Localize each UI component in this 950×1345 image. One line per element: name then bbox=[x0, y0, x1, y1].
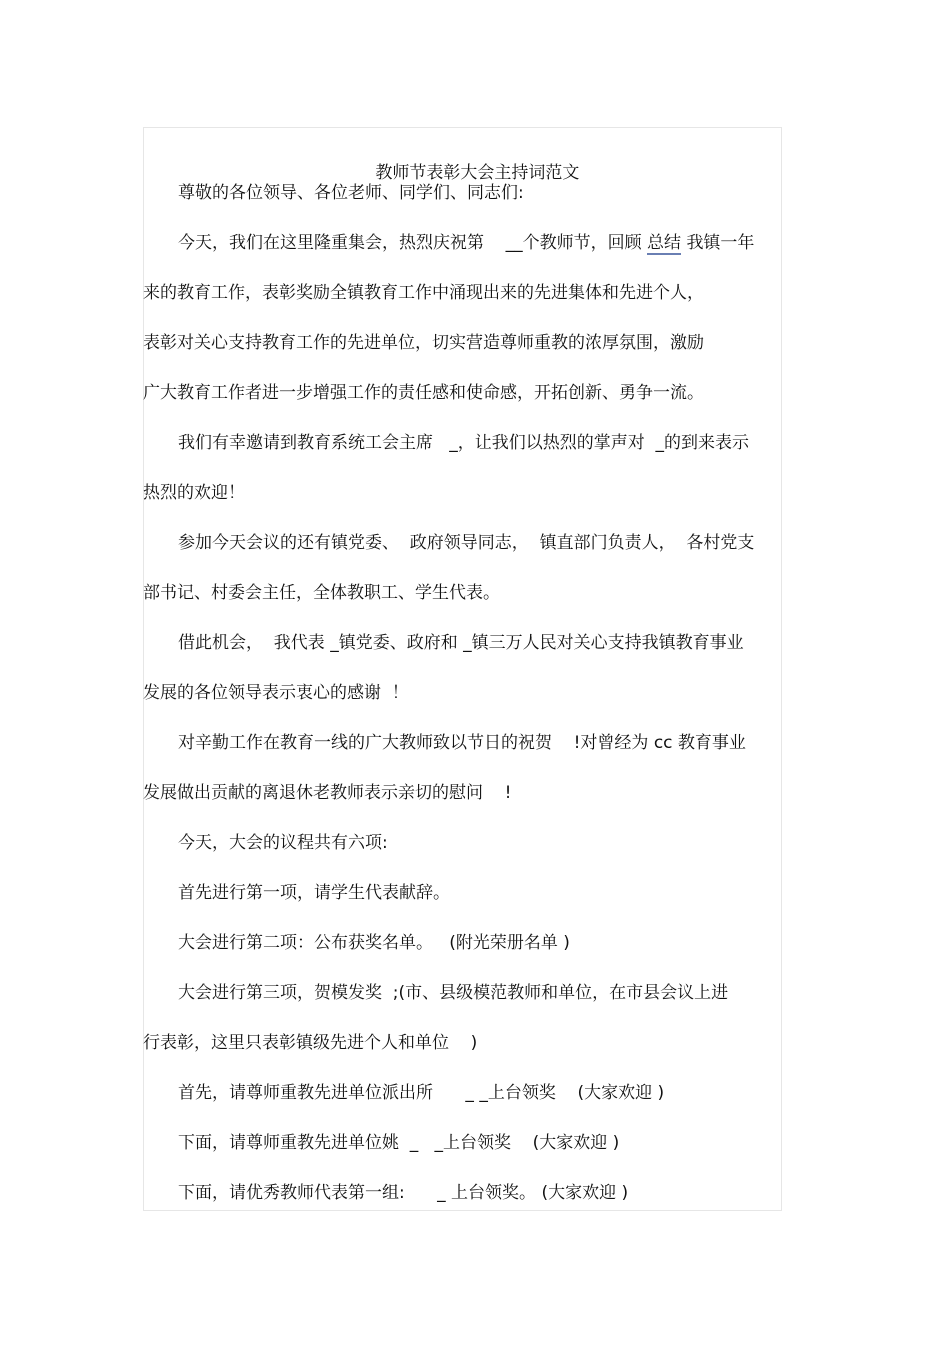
paragraph-line: 发展的各位领导表示衷心的感谢 ！ bbox=[143, 683, 409, 703]
paragraph-line: 下面，请尊师重教先进单位姚 _ _上台领奖 (大家欢迎 ) bbox=[178, 1133, 620, 1153]
title-text: 教师节表彰大会主持词范文 bbox=[375, 163, 580, 183]
paragraph-line bbox=[178, 228, 754, 258]
paragraph-line: 广大教育工作者进一步增强工作的责任感和使命感，开拓创新、勇争一流。 bbox=[143, 383, 704, 403]
paragraph-line: 首先，请尊师重教先进单位派出所 _ _上台领奖 (大家欢迎 ) bbox=[178, 1083, 665, 1103]
paragraph-line: 下面，请优秀教师代表第一组: _ 上台领奖。 (大家欢迎 ) bbox=[178, 1183, 629, 1203]
line-segment: 我镇一年 bbox=[686, 233, 755, 253]
document-title bbox=[0, 128, 950, 183]
paragraph-line: 尊敬的各位领导、各位老师、同学们、同志们: bbox=[178, 183, 524, 203]
paragraph-line: 表彰对关心支持教育工作的先进单位，切实营造尊师重教的浓厚氛围，激励 bbox=[143, 333, 704, 353]
paragraph-line: 行表彰，这里只表彰镇级先进个人和单位 ) bbox=[143, 1033, 478, 1053]
paragraph-line: 热烈的欢迎！ bbox=[143, 483, 245, 503]
paragraph-line: 借此机会， 我代表 _镇党委、政府和 _镇三万人民对关心支持我镇教育事业 bbox=[178, 633, 744, 653]
paragraph-line: 首先进行第一项，请学生代表献辞。 bbox=[178, 883, 450, 903]
underlined-term: 总结 bbox=[647, 233, 682, 253]
line-segment: __个教师节，回顾 bbox=[505, 233, 642, 253]
paragraph-line: 对辛勤工作在教育一线的广大教师致以节日的祝贺 !对曾经为 cc 教育事业 bbox=[178, 733, 746, 753]
paragraph-line: 发展做出贡献的离退休老教师表示亲切的慰问 ! bbox=[143, 783, 512, 803]
paragraph-line: 部书记、村委会主任，全体教职工、学生代表。 bbox=[143, 583, 500, 603]
paragraph-line: 大会进行第二项：公布获奖名单。 (附光荣册名单 ) bbox=[178, 933, 570, 953]
paragraph-line: 大会进行第三项，贺模发奖 ;(市、县级模范教师和单位，在市县会议上进 bbox=[178, 983, 729, 1003]
paragraph-line: 来的教育工作，表彰奖励全镇教育工作中涌现出来的先进集体和先进个人， bbox=[143, 283, 704, 303]
paragraph-line: 参加今天会议的还有镇党委、 政府领导同志， 镇直部门负责人， 各村党支 bbox=[178, 533, 755, 553]
paragraph-line: 今天，大会的议程共有六项: bbox=[178, 833, 388, 853]
paragraph-line: 我们有幸邀请到教育系统工会主席 _，让我们以热烈的掌声对 _的到来表示 bbox=[178, 433, 750, 453]
line-segment: 今天，我们在这里隆重集会，热烈庆祝第 bbox=[178, 233, 484, 253]
line-segment bbox=[484, 233, 506, 253]
